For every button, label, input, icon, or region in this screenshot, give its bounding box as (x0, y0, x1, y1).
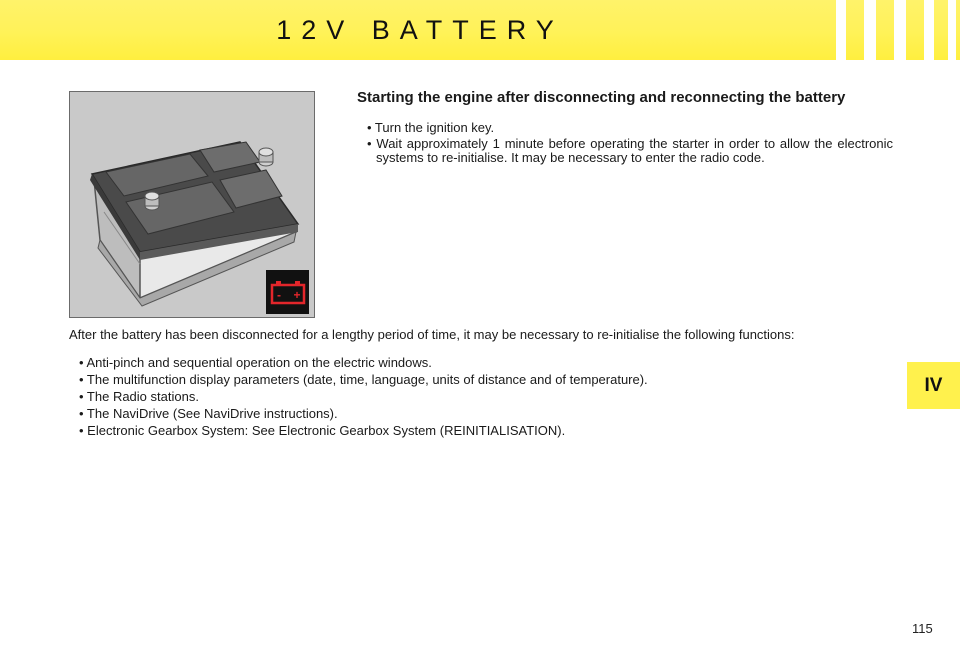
list-item: • The NaviDrive (See NaviDrive instructions). (79, 406, 338, 421)
svg-text:+: + (292, 288, 301, 302)
list-item: • Anti-pinch and sequential operation on the electric windows. (79, 355, 432, 370)
page-title: 12V BATTERY (276, 14, 564, 45)
list-item: • The multifunction display parameters (date, time, language, units of distance and of temperature). (79, 372, 648, 387)
battery-illustration (69, 91, 315, 318)
page-number: 115 (912, 621, 933, 636)
reinit-functions-list (79, 356, 889, 441)
chapter-tab: IV (907, 362, 960, 409)
page-header (0, 0, 960, 60)
list-item: • The Radio stations. (79, 389, 199, 404)
list-item: • Electronic Gearbox System: See Electronic Gearbox System (REINITIALISATION). (79, 423, 566, 438)
battery-warning-badge (266, 270, 309, 314)
list-item: • Turn the ignition key. (367, 120, 495, 135)
section-title: Starting the engine after disconnecting and reconnecting the battery (357, 89, 846, 106)
battery-warning-icon (270, 279, 306, 305)
engine-start-steps (367, 121, 893, 167)
intro-paragraph: After the battery has been disconnected for a lengthy period of time, it may be necessary to re-initialise the following functions: (69, 327, 795, 342)
header-stripes (830, 0, 960, 60)
list-item: • Wait approximately 1 minute before operating the starter in order to allow the electronic systems to re-initialise. It may be necessary to enter the radio code. (367, 136, 893, 165)
svg-text:-: - (276, 288, 281, 302)
